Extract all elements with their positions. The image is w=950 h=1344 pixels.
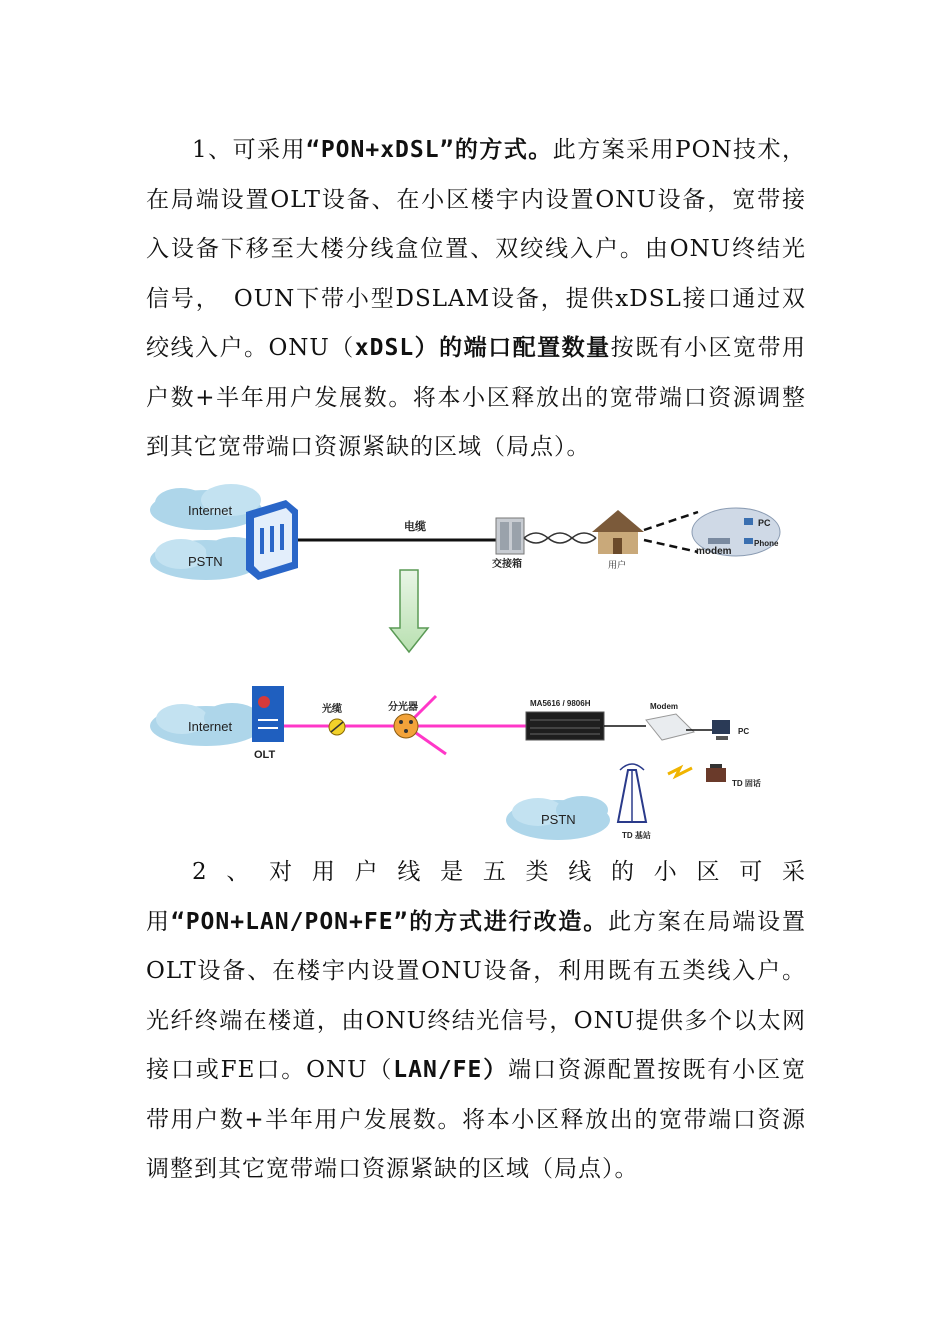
onu-rack-icon — [526, 712, 604, 740]
network-diagram — [146, 470, 808, 844]
dslam-icon — [246, 500, 298, 580]
cable-label: 电缆 — [404, 521, 426, 533]
p2-method: “PON+LAN/PON+FE”的方式进行改造。 — [170, 908, 609, 935]
bottom-modem-label: Modem — [650, 702, 678, 711]
olt-icon — [252, 686, 284, 742]
td-phone-label: TD 固话 — [732, 779, 761, 788]
bottom-internet-label: Internet — [188, 719, 233, 734]
olt-label: OLT — [254, 749, 276, 761]
p2-text-2: 端口资源配置按既有小区宽带用户数+半年用户发展数。将本小区释放出的宽带端口资源调整到其它宽带端口资源紧缺的区域（局点）。 — [146, 1057, 806, 1182]
p2-lan-fe: LAN/FE） — [393, 1057, 509, 1083]
p1-text-1: 此方案采用PON技术，在局端设置OLT设备、在小区楼宇内设置ONU设备，宽带接入设备下移至大楼分线盒位置、双绞线入户。由ONU终结光信号， OUN下带小型DSLAM设备，提供xDSL接口通过双绞线入户。ONU（ — [146, 137, 806, 361]
p2-text-1: 此方案在局端设置OLT设备、在楼宇内设置ONU设备，利用既有五类线入户。光纤终端在楼道，由ONU终结光信号，ONU提供多个以太网接口或FE口。ONU（ — [146, 908, 807, 1083]
splitter-label: 分光器 — [388, 702, 418, 713]
user-label: 用户 — [608, 560, 627, 570]
top-pc-label: PC — [758, 518, 771, 528]
top-phone-label: Phone — [754, 539, 779, 548]
top-internet-label: Internet — [188, 503, 233, 518]
p1-xdsl-port: xDSL）的端口配置数量 — [354, 335, 611, 361]
paragraph-1 — [146, 126, 806, 473]
p1-text-2: 按既有小区宽带用户数+半年用户发展数。将本小区释放出的宽带端口资源调整到其它宽带端口资源紧缺的区域（局点）。 — [146, 335, 807, 460]
onu-model-label: MA5616 / 9806H — [530, 699, 591, 708]
p1-number: 1、可采用 — [192, 137, 306, 163]
cross-connect-cabinet-icon — [496, 518, 524, 554]
bottom-pc-label: PC — [738, 727, 750, 736]
top-pstn-label: PSTN — [188, 554, 223, 569]
p2-number: 2、对用户线是五类线的小区可采用 — [146, 859, 806, 935]
fiber-cable-icon — [329, 719, 345, 735]
td-station-label: TD 基站 — [622, 831, 651, 840]
cabinet-label: 交接箱 — [492, 559, 522, 570]
p1-method: “PON+xDSL”的方式。 — [305, 137, 553, 163]
paragraph-2 — [146, 848, 806, 1195]
fiber-label: 光缆 — [322, 704, 342, 715]
top-modem-label: modem — [696, 546, 732, 557]
splitter-icon — [394, 714, 418, 738]
bottom-pstn-label: PSTN — [541, 812, 576, 827]
